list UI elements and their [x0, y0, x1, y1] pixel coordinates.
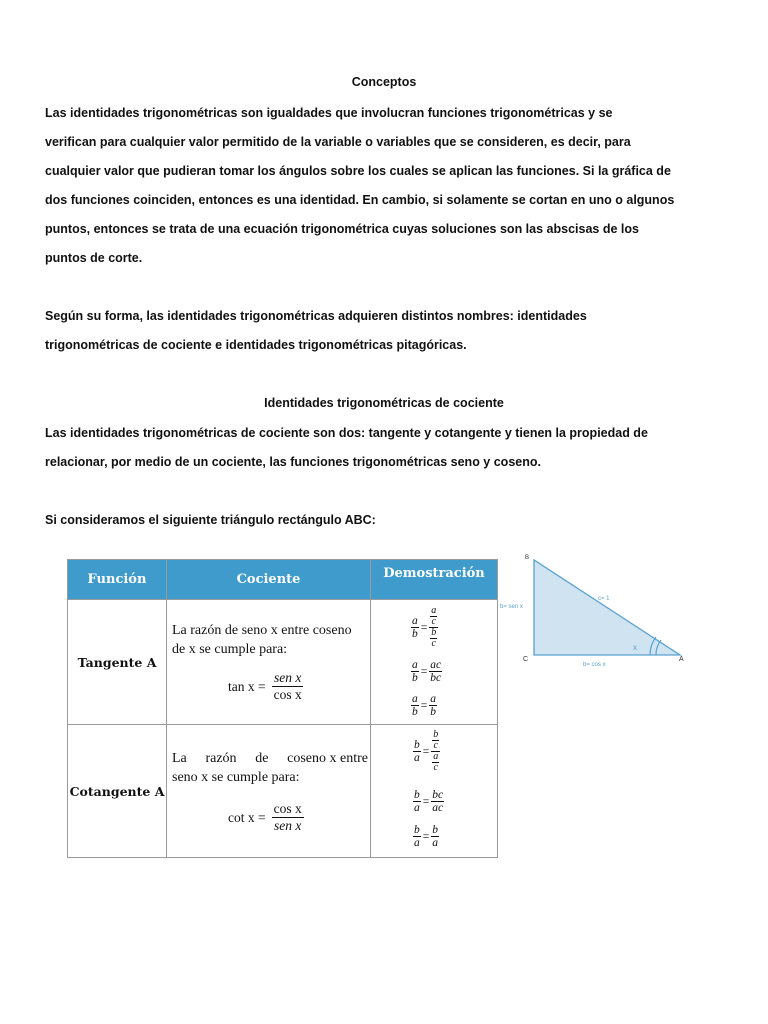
row-name-tangente: Tangente A — [77, 655, 157, 670]
tan-formula — [228, 670, 304, 703]
demo-num: a — [412, 693, 418, 705]
demo-tan-1: $\frac{a}{b}$ = $\frac{\frac{a}{c}}{\frac{b}{c}}$ — [412, 605, 437, 649]
demo-num: bc — [432, 789, 444, 801]
cociente-line: Las identidades trigonométricas de cociente son dos: tangente y cotangente y tienen la propiedad de — [45, 426, 648, 440]
demo-cot-1: $\frac{b}{a}$ = $\frac{\frac{b}{c}}{\frac{a}{c}}$ — [414, 729, 439, 773]
demo-num: b — [414, 824, 420, 836]
cociente-line: relacionar, por medio de un cociente, las funciones trigonométricas seno y coseno. — [45, 455, 541, 469]
demo-cot-3: $\frac{b}{a}$ = $\frac{b}{a}$ — [414, 824, 438, 849]
intro-paragraph — [45, 99, 675, 273]
formula-lhs: cot x = — [228, 809, 266, 825]
demo-num: a — [412, 615, 418, 627]
demo-den: c — [433, 762, 438, 773]
demo-den: c — [431, 638, 436, 649]
demo-num: a — [412, 659, 418, 671]
demo-den: ac — [432, 802, 444, 814]
formula-num: cos x — [273, 801, 302, 816]
desc-word: La — [172, 751, 187, 766]
cociente-paragraph — [45, 419, 648, 477]
demo-tan-3: $\frac{a}{b}$ = $\frac{a}{b}$ — [412, 693, 436, 718]
vertex-b-label: B — [525, 555, 530, 561]
desc-line: La razón de seno x entre coseno — [172, 623, 352, 638]
demo-den: a — [414, 837, 420, 849]
forma-line: Según su forma, las identidades trigonométricas adquieren distintos nombres: identidades — [45, 309, 587, 323]
demo-cot-2: $\frac{b}{a}$ = $\frac{bc}{ac}$ — [414, 789, 444, 814]
demo-num: b — [433, 729, 439, 740]
forma-line: trigonométricas de cociente e identidades trigonométricas pitagóricas. — [45, 338, 467, 352]
angle-label: x — [633, 643, 637, 652]
intro-line: puntos, entonces se trata de una ecuación trigonométrica cuyas soluciones son las abscisas de los — [45, 222, 639, 236]
demo-den: b — [412, 672, 418, 684]
header-demostracion: Demostración — [383, 565, 485, 581]
demo-den: b — [412, 628, 418, 640]
header-cociente: Cociente — [236, 572, 301, 587]
triangle-diagram — [496, 550, 692, 672]
desc-word: coseno x entre — [287, 751, 368, 766]
demo-den: b — [412, 706, 418, 718]
formula-fraction — [272, 670, 304, 703]
formula-fraction — [272, 801, 304, 834]
formula-den: cos x — [273, 687, 302, 702]
triangle-shape — [534, 560, 680, 655]
demo-den: bc — [430, 672, 442, 684]
demo-tan-2: $\frac{a}{b}$ = $\frac{ac}{bc}$ — [412, 659, 442, 684]
row-name-cotangente: Cotangente A — [69, 784, 165, 799]
row-desc-tangente — [172, 621, 368, 659]
cot-formula — [228, 801, 304, 834]
intro-line: dos funciones coinciden, entonces es una identidad. En cambio, si solamente se cortan en uno o algunos — [45, 193, 675, 207]
row-desc-cotangente — [172, 749, 368, 787]
demo-num: b — [414, 789, 420, 801]
side-a-label: b= cos x — [583, 662, 606, 668]
desc-word: de — [255, 751, 269, 766]
column-divider — [370, 560, 371, 857]
triangle-intro: Si consideramos el siguiente triángulo rectángulo ABC: — [45, 513, 376, 527]
vertex-a-label: A — [679, 656, 684, 663]
demo-den: b — [430, 706, 436, 718]
side-b-label: b= sen x — [500, 604, 523, 610]
formula-num: sen x — [273, 670, 302, 685]
demo-den: a — [414, 802, 420, 814]
intro-line: cualquier valor que pudieran tomar los ángulos sobre los cuales se aplican las funciones. Si la gráfica de — [45, 164, 671, 178]
demo-num: a — [430, 693, 436, 705]
column-divider — [166, 560, 167, 857]
intro-line: verifican para cualquier valor permitido de la variable o variables que se consideren, es decir, para — [45, 135, 631, 149]
formula-den: sen x — [273, 818, 302, 833]
demo-num: a — [431, 605, 437, 616]
intro-line: puntos de corte. — [45, 251, 143, 265]
side-c-label: c= 1 — [598, 596, 610, 602]
desc-line — [172, 749, 368, 768]
cociente-title: Identidades trigonométricas de cociente — [264, 396, 504, 410]
demo-num: ac — [430, 659, 442, 671]
desc-line: seno x se cumple para: — [172, 770, 300, 785]
intro-line: Las identidades trigonométricas son igualdades que involucran funciones trigonométricas y se — [45, 106, 613, 120]
header-funcion: Función — [87, 572, 147, 587]
desc-word: razón — [205, 751, 237, 766]
identities-table — [67, 559, 498, 858]
demo-den: c — [433, 740, 438, 751]
demo-den: a — [432, 837, 438, 849]
triangle-intro-paragraph — [45, 506, 645, 535]
demo-den: a — [414, 752, 420, 764]
desc-line: de x se cumple para: — [172, 642, 288, 657]
demo-num: b — [431, 627, 437, 638]
demo-den: c — [431, 616, 436, 627]
vertex-c-label: C — [523, 656, 529, 663]
demo-num: b — [414, 739, 420, 751]
row-divider — [68, 599, 497, 600]
demo-num: b — [432, 824, 438, 836]
formula-lhs: tan x = — [228, 678, 266, 694]
conceptos-title: Conceptos — [351, 75, 417, 89]
row-divider — [68, 724, 497, 725]
demo-num: a — [433, 751, 439, 762]
forma-paragraph — [45, 302, 645, 360]
